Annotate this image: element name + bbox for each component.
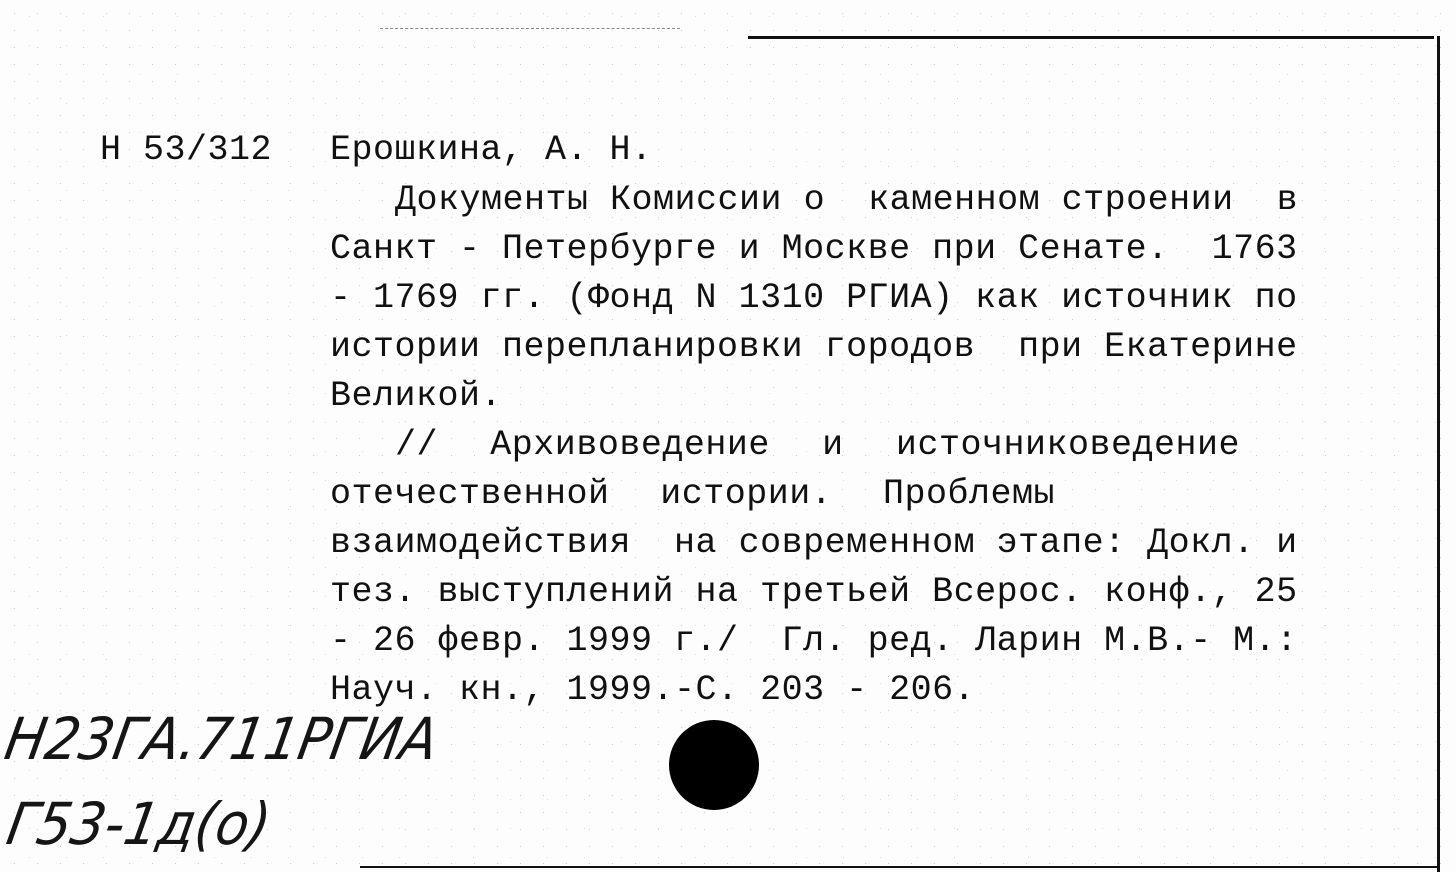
title-line-4: истории перепланировки городов при Екатерине — [330, 327, 1298, 367]
source-line-2: отечественной истории. Проблемы — [330, 474, 1055, 514]
title-line-2: Санкт - Петербурге и Москве при Сенате. 1763 — [330, 229, 1298, 269]
title-line-5: Великой. — [330, 376, 503, 416]
bottom-border-rule — [360, 866, 1440, 868]
source-line-3: взаимодействия на современном этапе: Докл. и — [330, 523, 1298, 563]
source-line-4: тез. выступлений на третьей Всерос. конф., 25 — [330, 572, 1298, 612]
title-line-3: - 1769 гг. (Фонд N 1310 РГИА) как источник по — [330, 278, 1298, 318]
punch-hole — [669, 720, 759, 810]
handwritten-shelfmark: Н23ГА.711РГИА — [0, 705, 444, 773]
source-line-5: - 26 февр. 1999 г./ Гл. ред. Ларин М.В.- М.: — [330, 621, 1298, 661]
source-line-6: Науч. кн., 1999.-С. 203 - 206. — [330, 670, 976, 710]
handwritten-classmark: Г53-1д(о) — [2, 790, 277, 858]
top-border-rule — [748, 36, 1434, 39]
source-line-1: // Архивоведение и источниковедение — [395, 425, 1240, 465]
call-number: Н 53/312 — [100, 130, 273, 170]
author: Ерошкина, А. Н. — [330, 130, 653, 170]
title-line-1: Документы Комиссии о каменном строении в — [395, 180, 1299, 220]
right-border-rule — [1437, 36, 1440, 872]
top-faint-rule — [380, 28, 680, 30]
